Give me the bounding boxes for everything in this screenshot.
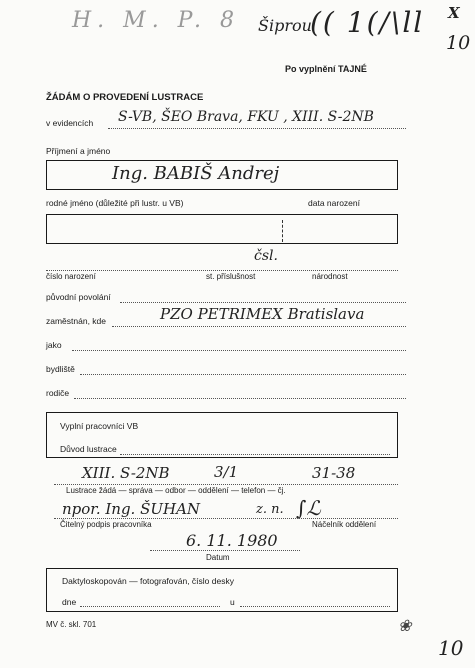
secret-notice: Po vyplnění TAJNÉ bbox=[285, 64, 367, 74]
employed-label: zaměstnán, kde bbox=[46, 316, 107, 326]
residence-line[interactable] bbox=[80, 374, 406, 375]
requester-dept-value[interactable]: XIII. S-2NB bbox=[82, 464, 170, 482]
daktylo-label: Daktyloskopován — fotografován, číslo desky bbox=[62, 576, 234, 586]
birth-name-label: rodné jméno (důležité při lustr. u VB) bbox=[46, 198, 184, 208]
citizenship-label: st. příslušnost bbox=[206, 272, 256, 281]
employed-line[interactable] bbox=[112, 326, 406, 327]
birth-box-divider bbox=[282, 220, 283, 242]
birth-date-label: data narození bbox=[308, 198, 360, 208]
daktylo-day-line[interactable] bbox=[80, 606, 220, 607]
birth-number-label: číslo narození bbox=[46, 272, 96, 281]
daktylo-u-label: u bbox=[230, 597, 235, 607]
as-line[interactable] bbox=[72, 350, 406, 351]
requester-section-value[interactable]: 3/1 bbox=[214, 463, 239, 481]
as-label: jako bbox=[46, 340, 62, 350]
requester-phone-value[interactable]: 31-38 bbox=[312, 464, 356, 482]
evidence-line[interactable] bbox=[108, 128, 406, 129]
citizenship-value[interactable]: čsl. bbox=[254, 248, 278, 264]
parents-line[interactable] bbox=[74, 398, 406, 399]
evidence-label: v evidencích bbox=[46, 118, 94, 128]
name-label: Příjmení a jméno bbox=[46, 146, 111, 156]
evidence-value[interactable]: S-VB, ŠEO Brava, FKU , XIII. S-2NB bbox=[118, 109, 374, 125]
top-right-scribble: Šiprou bbox=[258, 16, 312, 35]
name-value[interactable]: Ing. BABIŠ Andrej bbox=[112, 163, 280, 184]
page-number: 10 bbox=[438, 636, 464, 660]
date-label: Datum bbox=[206, 553, 230, 562]
form-title: ŽÁDÁM O PROVEDENÍ LUSTRACE bbox=[46, 92, 204, 103]
requester-line[interactable] bbox=[54, 484, 398, 485]
parents-label: rodiče bbox=[46, 388, 70, 398]
daktylo-day-label: dne bbox=[62, 597, 77, 607]
date-line[interactable] bbox=[150, 550, 300, 551]
head-signature-mark: ∫ℒ bbox=[296, 496, 321, 520]
birth-number-line[interactable] bbox=[46, 270, 398, 271]
corner-mark: X bbox=[448, 4, 460, 22]
daktylo-u-line[interactable] bbox=[240, 606, 390, 607]
form-code: MV č. skl. 701 bbox=[46, 620, 97, 629]
vb-reason-label: Důvod lustrace bbox=[60, 444, 117, 454]
date-value[interactable]: 6. 11. 1980 bbox=[186, 531, 278, 550]
birth-box[interactable] bbox=[46, 214, 398, 244]
employed-value[interactable]: PZO PETRIMEX Bratislava bbox=[160, 305, 365, 323]
residence-label: bydliště bbox=[46, 364, 75, 374]
requester-line-label: Lustrace žádá — správa — odbor — oddělení — telefon — čj. bbox=[66, 486, 286, 495]
original-occupation-line[interactable] bbox=[120, 302, 406, 303]
head-label: Náčelník oddělení bbox=[312, 520, 377, 529]
worker-value[interactable]: npor. Ing. ŠUHAN bbox=[62, 500, 201, 518]
stamp-mark: ❀ bbox=[398, 616, 412, 635]
original-occupation-label: původní povolání bbox=[46, 292, 111, 302]
top-left-scribble: H. M. P. 8 bbox=[72, 8, 241, 33]
signature-label: Čitelný podpis pracovníka bbox=[60, 520, 152, 529]
signature-marks: (( 1(/\ll bbox=[310, 6, 425, 39]
corner-number: 10 bbox=[446, 32, 471, 54]
vb-fill-label: Vyplní pracovníci VB bbox=[60, 421, 139, 431]
nationality-label: národnost bbox=[312, 272, 348, 281]
vb-reason-line[interactable] bbox=[120, 454, 390, 455]
signature-line[interactable] bbox=[54, 518, 398, 519]
head-value[interactable]: z. n. bbox=[256, 502, 284, 517]
